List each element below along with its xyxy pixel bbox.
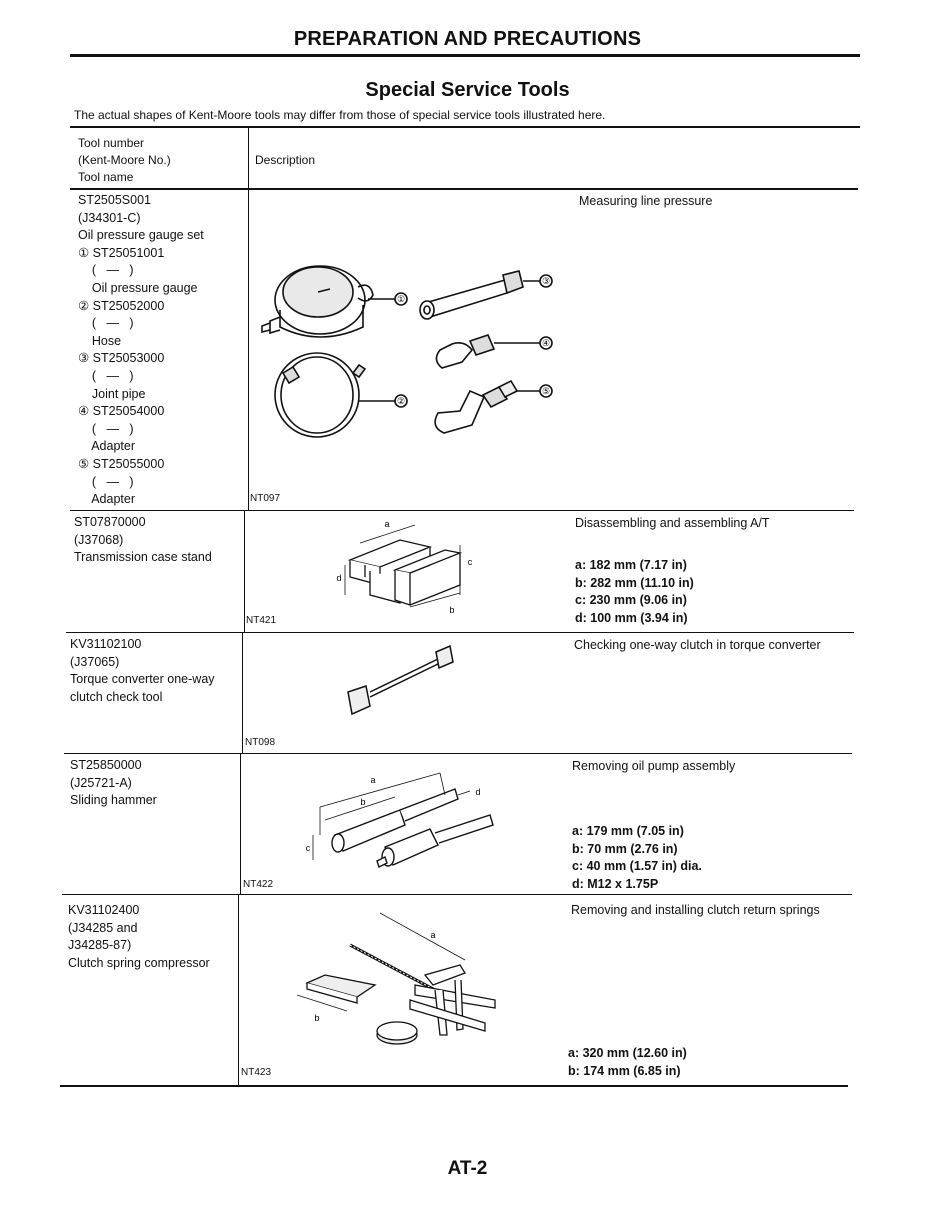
dim-label-c: c [467,557,473,567]
table-bottom-rule [60,1085,848,1087]
page-header-title: PREPARATION AND PRECAUTIONS [293,28,642,50]
column-rule [244,511,245,633]
tool-cell-row2 [74,514,212,567]
description-row4: Removing oil pump assembly [572,759,736,773]
description-row2: Disassembling and assembling A/T [575,516,770,530]
dim-label-d: d [475,787,481,797]
sliding-hammer-illustration [305,765,505,880]
tool-line: ( — ) [78,474,134,489]
clutch-spring-compressor-illustration [285,905,515,1055]
row-divider [62,894,852,895]
tool-name: clutch check tool [70,689,163,704]
tool-name: Clutch spring compressor [68,955,210,970]
dim-label-a: a [384,519,390,529]
row-divider [70,510,854,511]
tool-number: KV31102400 [68,903,140,917]
dimension-a: a: 182 mm (7.17 in) [575,558,687,572]
dimension-b: b: 282 mm (11.10 in) [575,575,694,590]
figure-code: NT098 [245,737,276,748]
dimensions-row2 [575,557,694,627]
tool-name: Sliding hammer [70,793,157,808]
tool-line: ( — ) [78,263,134,278]
tool-line: Joint pipe [78,386,146,401]
callout-4: ④ [541,338,551,348]
column-rule [240,754,241,895]
tool-number: ST2505S001 [78,193,151,207]
tool-line: ② ST25052000 [78,298,165,313]
oil-pressure-gauge-set-illustration [255,255,575,455]
col-header-tool [78,135,171,186]
tool-number: ST07870000 [74,515,146,529]
transmission-case-stand-illustration [330,515,480,625]
kent-moore-number: (J25721-A) [70,775,132,790]
tool-name: Torque converter one-way [70,672,215,687]
kent-moore-number: (J37065) [70,654,120,669]
row-divider [66,632,854,633]
tool-cell-row5 [68,902,210,972]
tool-number: ST25850000 [70,758,142,772]
dimension-c: c: 230 mm (9.06 in) [575,593,687,608]
col-header-line: Tool number [78,136,145,150]
section-title: Special Service Tools [365,79,570,101]
kent-moore-number: (J37068) [74,532,124,547]
tool-line: ( — ) [78,368,134,383]
dim-label-a: a [370,775,376,785]
tool-line: Adapter [78,439,135,454]
header-bottom-rule [70,188,858,190]
dimension-a: a: 320 mm (12.60 in) [568,1046,687,1060]
tool-line: ⑤ ST25055000 [78,456,165,471]
dim-label-a: a [430,930,436,940]
kent-moore-number: (J34285 and [68,920,138,935]
tool-cell-row4 [70,757,157,810]
page-number: AT-2 [447,1158,488,1179]
dimension-d: d: M12 x 1.75P [572,876,659,891]
callout-2: ② [396,396,406,406]
tool-name: Transmission case stand [74,550,212,565]
tool-line: ( — ) [78,316,134,331]
dim-label-d: d [336,573,342,583]
one-way-clutch-check-tool-illustration [340,640,470,720]
table-top-rule [70,126,860,128]
dimension-b: b: 174 mm (6.85 in) [568,1063,681,1078]
kent-moore-number: J34285-87) [68,938,132,953]
description-row5: Removing and installing clutch return springs [571,903,820,917]
kent-moore-number: (J34301-C) [78,210,141,225]
dim-label-b: b [449,605,455,615]
tool-line: ③ ST25053000 [78,351,165,366]
tool-name: Oil pressure gauge set [78,228,204,243]
col-header-description: Description [255,153,316,167]
dim-label-c: c [305,843,311,853]
tool-line: ④ ST25054000 [78,404,165,419]
tool-line: Oil pressure gauge [78,280,198,295]
column-rule [248,128,249,511]
dim-label-b: b [314,1013,320,1023]
figure-code: NT421 [246,615,277,626]
dimensions-row4 [572,823,702,893]
tool-cell-row3 [70,636,215,706]
column-rule [242,633,243,754]
dim-label-b: b [360,797,366,807]
section-note: The actual shapes of Kent-Moore tools may differ from those of special service tools illustrated here. [74,108,606,122]
dimension-d: d: 100 mm (3.94 in) [575,610,688,625]
description-row3: Checking one-way clutch in torque converter [574,638,821,652]
tool-line: Adapter [78,492,135,507]
dimension-a: a: 179 mm (7.05 in) [572,824,684,838]
tool-line: ① ST25051001 [78,245,165,260]
dimensions-row5 [568,1045,687,1080]
row-divider [64,753,852,754]
tool-line: Hose [78,333,122,348]
callout-3: ③ [541,276,551,286]
tool-cell-row1 [78,192,204,509]
callout-5: ⑤ [541,386,551,396]
column-rule [238,895,239,1086]
description-row1: Measuring line pressure [579,194,713,208]
col-header-line: (Kent-Moore No.) [78,153,171,167]
col-header-line: Tool name [78,170,134,184]
tool-number: KV31102100 [70,637,142,651]
dimension-b: b: 70 mm (2.76 in) [572,841,678,856]
callout-1: ① [396,294,406,304]
figure-code: NT422 [243,879,274,890]
header-rule [70,54,860,57]
figure-code: NT423 [241,1067,272,1078]
tool-line: ( — ) [78,421,134,436]
figure-code: NT097 [250,493,281,504]
dimension-c: c: 40 mm (1.57 in) dia. [572,859,702,874]
